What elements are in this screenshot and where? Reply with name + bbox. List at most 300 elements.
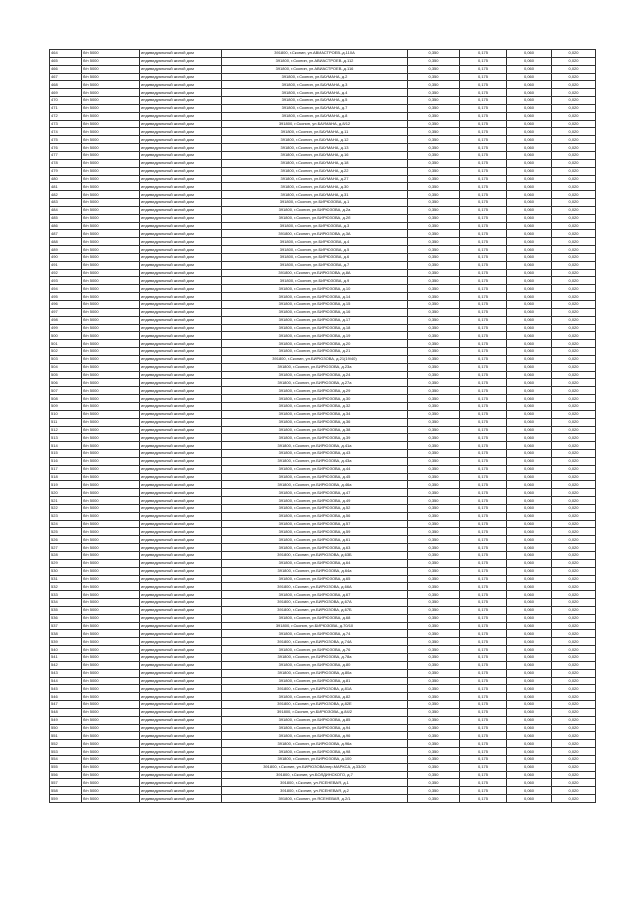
table-cell: 0,060 — [507, 128, 552, 136]
table-cell: индивидуальный жилой дом — [140, 50, 222, 58]
table-cell: 0,020 — [552, 261, 596, 269]
table-cell: 0,020 — [552, 167, 596, 175]
table-cell: 0,020 — [552, 308, 596, 316]
table-cell: индивидуальный жилой дом — [140, 779, 222, 787]
table-cell: 0,350 — [408, 348, 460, 356]
table-cell: 547 — [50, 701, 82, 709]
table-cell: 0,020 — [552, 402, 596, 410]
table-cell: 498 — [50, 316, 82, 324]
table-cell: 0,020 — [552, 779, 596, 787]
table-cell: б/н 5000 — [82, 316, 140, 324]
table-cell: 0,175 — [460, 222, 507, 230]
table-cell: 525 — [50, 528, 82, 536]
table-cell: 0,020 — [552, 340, 596, 348]
table-row — [50, 214, 596, 222]
table-cell: 0,060 — [507, 473, 552, 481]
table-cell: индивидуальный жилой дом — [140, 599, 222, 607]
table-cell: 0,175 — [460, 379, 507, 387]
table-cell: 0,020 — [552, 191, 596, 199]
table-cell: 0,175 — [460, 512, 507, 520]
table-row — [50, 355, 596, 363]
table-row — [50, 50, 596, 58]
table-cell: индивидуальный жилой дом — [140, 520, 222, 528]
table-cell: 0,175 — [460, 253, 507, 261]
table-cell: 0,175 — [460, 450, 507, 458]
table-cell: 0,060 — [507, 301, 552, 309]
table-cell: 391800, г.Скопин, ул.БИРЮЗОВА, д.96 — [222, 732, 408, 740]
table-cell: индивидуальный жилой дом — [140, 214, 222, 222]
table-cell: 0,175 — [460, 167, 507, 175]
table-cell: 391800, г.Скопин, ул.БИРЮЗОВА, д.82 — [222, 693, 408, 701]
table-cell: 0,175 — [460, 465, 507, 473]
table-cell: индивидуальный жилой дом — [140, 708, 222, 716]
table-cell: 0,060 — [507, 693, 552, 701]
table-cell: 0,060 — [507, 520, 552, 528]
table-cell: 0,060 — [507, 669, 552, 677]
table-cell: 0,350 — [408, 473, 460, 481]
table-cell: индивидуальный жилой дом — [140, 301, 222, 309]
table-row — [50, 371, 596, 379]
table-cell: б/н 5000 — [82, 136, 140, 144]
table-cell: б/н 5000 — [82, 512, 140, 520]
table-cell: 469 — [50, 89, 82, 97]
table-cell: б/н 5000 — [82, 544, 140, 552]
table-cell: 500 — [50, 332, 82, 340]
table-cell: индивидуальный жилой дом — [140, 261, 222, 269]
table-row — [50, 450, 596, 458]
table-row — [50, 755, 596, 763]
table-cell: 0,175 — [460, 740, 507, 748]
table-cell: 0,020 — [552, 481, 596, 489]
table-cell: 0,060 — [507, 559, 552, 567]
table-cell: б/н 5000 — [82, 159, 140, 167]
table-cell: 0,175 — [460, 520, 507, 528]
table-cell: 0,175 — [460, 599, 507, 607]
table-cell: б/н 5000 — [82, 112, 140, 120]
table-cell: индивидуальный жилой дом — [140, 324, 222, 332]
table-cell: 391800, г.Скопин, ул.БИРЮЗОВА, д.59 — [222, 528, 408, 536]
table-cell: 0,350 — [408, 332, 460, 340]
table-cell: 0,175 — [460, 246, 507, 254]
table-cell: индивидуальный жилой дом — [140, 489, 222, 497]
table-cell: б/н 5000 — [82, 787, 140, 795]
table-row — [50, 653, 596, 661]
table-cell: 0,350 — [408, 387, 460, 395]
table-cell: 0,020 — [552, 489, 596, 497]
table-cell: 499 — [50, 324, 82, 332]
table-cell: б/н 5000 — [82, 740, 140, 748]
table-cell: 0,175 — [460, 787, 507, 795]
table-cell: 0,350 — [408, 159, 460, 167]
table-cell: 0,020 — [552, 755, 596, 763]
table-row — [50, 685, 596, 693]
table-cell: индивидуальный жилой дом — [140, 795, 222, 803]
table-cell: 391800, г.Скопин, ул.БАУМАНА, д.3 — [222, 81, 408, 89]
table-cell: 391800, г.Скопин, ул.БИРЮЗОВА, д.39 — [222, 434, 408, 442]
table-cell: 0,175 — [460, 473, 507, 481]
table-cell: 475 — [50, 136, 82, 144]
table-cell: 529 — [50, 559, 82, 567]
table-cell: б/н 5000 — [82, 599, 140, 607]
table-cell: 0,175 — [460, 230, 507, 238]
table-row — [50, 630, 596, 638]
table-cell: индивидуальный жилой дом — [140, 442, 222, 450]
table-cell: 0,020 — [552, 222, 596, 230]
table-cell: 0,060 — [507, 716, 552, 724]
table-cell: 0,175 — [460, 732, 507, 740]
table-cell: индивидуальный жилой дом — [140, 473, 222, 481]
table-cell: 466 — [50, 65, 82, 73]
table-cell: 0,020 — [552, 316, 596, 324]
table-cell: б/н 5000 — [82, 795, 140, 803]
table-cell: 472 — [50, 112, 82, 120]
table-cell: индивидуальный жилой дом — [140, 638, 222, 646]
table-cell: 518 — [50, 473, 82, 481]
table-row — [50, 708, 596, 716]
table-cell: 0,060 — [507, 418, 552, 426]
table-cell: 491 — [50, 261, 82, 269]
table-cell: 0,020 — [552, 552, 596, 560]
table-cell: 527 — [50, 544, 82, 552]
table-cell: б/н 5000 — [82, 677, 140, 685]
table-cell: 0,020 — [552, 426, 596, 434]
table-cell: 0,020 — [552, 646, 596, 654]
table-cell: 391800, г.Скопин, ул.БИРЮЗОВА, д.21 — [222, 348, 408, 356]
table-cell: 0,020 — [552, 151, 596, 159]
table-cell: 0,060 — [507, 779, 552, 787]
table-row — [50, 183, 596, 191]
document-page — [49, 49, 595, 803]
table-cell: б/н 5000 — [82, 308, 140, 316]
table-cell: 0,175 — [460, 136, 507, 144]
table-cell: индивидуальный жилой дом — [140, 732, 222, 740]
table-row — [50, 410, 596, 418]
table-cell: 0,350 — [408, 128, 460, 136]
table-cell: 0,175 — [460, 402, 507, 410]
table-cell: индивидуальный жилой дом — [140, 81, 222, 89]
table-cell: индивидуальный жилой дом — [140, 685, 222, 693]
table-cell: 0,020 — [552, 253, 596, 261]
table-cell: 0,020 — [552, 238, 596, 246]
table-cell: 0,020 — [552, 544, 596, 552]
table-cell: б/н 5000 — [82, 418, 140, 426]
table-cell: 476 — [50, 144, 82, 152]
table-cell: 0,020 — [552, 732, 596, 740]
table-row — [50, 748, 596, 756]
table-cell: 0,175 — [460, 277, 507, 285]
table-cell: 391800, г.Скопин, ул.БИРЮЗОВА, д.81 — [222, 677, 408, 685]
table-cell: 0,060 — [507, 50, 552, 58]
table-cell: 0,060 — [507, 89, 552, 97]
table-cell: 0,350 — [408, 277, 460, 285]
table-row — [50, 434, 596, 442]
table-cell: 526 — [50, 536, 82, 544]
table-cell: 391800, г.Скопин, ул.БИРЮЗОВА, д.29 — [222, 387, 408, 395]
table-cell: б/н 5000 — [82, 340, 140, 348]
table-cell: 546 — [50, 693, 82, 701]
table-cell: 0,350 — [408, 442, 460, 450]
table-cell: индивидуальный жилой дом — [140, 465, 222, 473]
table-cell: 0,175 — [460, 293, 507, 301]
table-cell: б/н 5000 — [82, 559, 140, 567]
table-cell: 542 — [50, 661, 82, 669]
table-row — [50, 701, 596, 709]
table-cell: б/н 5000 — [82, 214, 140, 222]
table-cell: 0,060 — [507, 434, 552, 442]
table-cell: 0,060 — [507, 191, 552, 199]
table-cell: 0,350 — [408, 465, 460, 473]
table-cell: индивидуальный жилой дом — [140, 748, 222, 756]
table-cell: 0,020 — [552, 450, 596, 458]
table-cell: 0,060 — [507, 536, 552, 544]
table-cell: 0,175 — [460, 622, 507, 630]
table-cell: б/н 5000 — [82, 504, 140, 512]
table-cell: 0,350 — [408, 151, 460, 159]
table-cell: 0,060 — [507, 355, 552, 363]
table-cell: 0,350 — [408, 238, 460, 246]
table-cell: 0,060 — [507, 630, 552, 638]
table-cell: 391800, г.Скопин, ул.БАУМАНА, д.30 — [222, 183, 408, 191]
table-cell: 391800, г.Скопин, ул.БИРЮЗОВА, д.34 — [222, 410, 408, 418]
table-cell: 0,175 — [460, 653, 507, 661]
table-cell: 481 — [50, 183, 82, 191]
table-cell: 0,060 — [507, 73, 552, 81]
table-cell: 0,020 — [552, 677, 596, 685]
table-cell: 391800, г.Скопин, ул.БАУМАНА, д.11 — [222, 128, 408, 136]
table-cell: 0,020 — [552, 536, 596, 544]
table-cell: 0,060 — [507, 653, 552, 661]
table-cell: 0,060 — [507, 238, 552, 246]
table-row — [50, 544, 596, 552]
table-cell: 0,060 — [507, 497, 552, 505]
table-cell: индивидуальный жилой дом — [140, 771, 222, 779]
table-row — [50, 395, 596, 403]
table-cell: 0,060 — [507, 552, 552, 560]
table-cell: 0,350 — [408, 497, 460, 505]
table-cell: 0,060 — [507, 230, 552, 238]
table-cell: 508 — [50, 395, 82, 403]
table-cell: 0,175 — [460, 363, 507, 371]
table-cell: 391800, г.Скопин, ул.БИРЮЗОВА, д.2б — [222, 214, 408, 222]
table-cell: б/н 5000 — [82, 426, 140, 434]
table-cell: 0,060 — [507, 504, 552, 512]
table-cell: 391800, г.Скопин, ул.БИРЮЗОВА/пер.МАРКСА, д.33/20 — [222, 763, 408, 771]
table-cell: 0,350 — [408, 763, 460, 771]
table-cell: б/н 5000 — [82, 410, 140, 418]
table-cell: 391800, г.Скопин, ул.БИРЮЗОВА, д.78а — [222, 653, 408, 661]
table-cell: б/н 5000 — [82, 583, 140, 591]
table-cell: б/н 5000 — [82, 473, 140, 481]
table-cell: 0,175 — [460, 575, 507, 583]
table-cell: 0,175 — [460, 693, 507, 701]
table-cell: 0,060 — [507, 57, 552, 65]
table-cell: б/н 5000 — [82, 716, 140, 724]
table-cell: 391800, г.Скопин, ул.БИРЮЗОВА, д.96а — [222, 740, 408, 748]
table-row — [50, 363, 596, 371]
table-cell: 391800, г.Скопин, ул.БИРЮЗОВА, д.3 — [222, 222, 408, 230]
table-cell: б/н 5000 — [82, 144, 140, 152]
table-cell: индивидуальный жилой дом — [140, 89, 222, 97]
table-cell: б/н 5000 — [82, 442, 140, 450]
table-cell: 506 — [50, 379, 82, 387]
table-row — [50, 65, 596, 73]
table-cell: 0,020 — [552, 716, 596, 724]
table-cell: 391800, г.Скопин, ул.БИРЮЗОВА, д.66А — [222, 583, 408, 591]
table-row — [50, 120, 596, 128]
table-cell: индивидуальный жилой дом — [140, 646, 222, 654]
table-cell: 391800, г.Скопин, ул.БИРЮЗОВА, д.24 — [222, 371, 408, 379]
table-cell: индивидуальный жилой дом — [140, 387, 222, 395]
table-cell: 0,020 — [552, 301, 596, 309]
table-cell: 0,350 — [408, 104, 460, 112]
table-cell: 0,060 — [507, 379, 552, 387]
table-cell: 0,175 — [460, 457, 507, 465]
table-cell: б/н 5000 — [82, 567, 140, 575]
table-cell: 0,350 — [408, 661, 460, 669]
table-cell: 551 — [50, 732, 82, 740]
table-cell: 391800, г.Скопин, ул.БИРЮЗОВА, д.81А — [222, 685, 408, 693]
table-cell: индивидуальный жилой дом — [140, 379, 222, 387]
table-cell: 0,020 — [552, 630, 596, 638]
table-cell: 391800, г.Скопин, ул.БИРЮЗОВА, д.56 — [222, 512, 408, 520]
table-cell: 0,175 — [460, 606, 507, 614]
table-row — [50, 128, 596, 136]
table-cell: 391800, г.Скопин, ул.АВИАСТРОЕВ.,д.116 — [222, 65, 408, 73]
table-cell: индивидуальный жилой дом — [140, 716, 222, 724]
table-row — [50, 324, 596, 332]
table-cell: б/н 5000 — [82, 120, 140, 128]
table-cell: 511 — [50, 418, 82, 426]
table-row — [50, 693, 596, 701]
table-cell: 391800, г.Скопин, ул.БИРЮЗОВА, д.17 — [222, 316, 408, 324]
table-cell: 559 — [50, 795, 82, 803]
table-cell: 509 — [50, 402, 82, 410]
table-cell: 391800, г.Скопин, ул.БИРЮЗОВА, д.80а — [222, 669, 408, 677]
table-cell: б/н 5000 — [82, 50, 140, 58]
table-cell: 0,060 — [507, 708, 552, 716]
table-cell: 0,060 — [507, 544, 552, 552]
table-cell: индивидуальный жилой дом — [140, 622, 222, 630]
table-cell: б/н 5000 — [82, 57, 140, 65]
table-cell: 528 — [50, 552, 82, 560]
table-cell: 0,350 — [408, 418, 460, 426]
table-cell: 534 — [50, 599, 82, 607]
table-cell: 537 — [50, 622, 82, 630]
table-cell: б/н 5000 — [82, 520, 140, 528]
table-cell: 391800, г.Скопин, ул.БИРЮЗОВА, д.23а — [222, 363, 408, 371]
table-cell: 0,350 — [408, 716, 460, 724]
table-cell: 391800, г.Скопин, ул.БИРЮЗОВА, д.36 — [222, 418, 408, 426]
table-cell: 535 — [50, 606, 82, 614]
table-cell: 391800, г.Скопин, ул.БИРЮЗОВА, д.18 — [222, 324, 408, 332]
table-cell: 541 — [50, 653, 82, 661]
table-cell: индивидуальный жилой дом — [140, 285, 222, 293]
table-cell: 0,175 — [460, 434, 507, 442]
table-cell: 391800, г.Скопин, ул.БИРЮЗОВА, д.94 — [222, 724, 408, 732]
table-row — [50, 489, 596, 497]
table-row — [50, 473, 596, 481]
table-cell: 0,060 — [507, 277, 552, 285]
table-cell: 391800, г.Скопин, ул.БАУМАНА, д.31 — [222, 191, 408, 199]
table-row — [50, 206, 596, 214]
table-cell: 0,350 — [408, 81, 460, 89]
table-row — [50, 230, 596, 238]
table-cell: 512 — [50, 426, 82, 434]
table-cell: 0,350 — [408, 677, 460, 685]
table-row — [50, 614, 596, 622]
table-cell: индивидуальный жилой дом — [140, 434, 222, 442]
table-cell: 0,020 — [552, 473, 596, 481]
table-cell: 0,350 — [408, 489, 460, 497]
table-cell: 0,350 — [408, 653, 460, 661]
table-cell: 391800, г.Скопин, ул.ЯСЕНЕВАЯ, д.2 — [222, 787, 408, 795]
table-row — [50, 308, 596, 316]
table-cell: 504 — [50, 363, 82, 371]
table-cell: 391800, г.Скопин, ул.БИРЮЗОВА, д.43 — [222, 450, 408, 458]
table-cell: 0,020 — [552, 442, 596, 450]
table-row — [50, 199, 596, 207]
table-cell: б/н 5000 — [82, 465, 140, 473]
table-cell: 391800, г.Скопин, ул.БИРЮЗОВА, д.5 — [222, 246, 408, 254]
table-cell: 0,175 — [460, 426, 507, 434]
table-cell: 494 — [50, 285, 82, 293]
table-cell: 0,020 — [552, 701, 596, 709]
table-cell: 0,175 — [460, 238, 507, 246]
table-cell: 0,020 — [552, 559, 596, 567]
table-row — [50, 97, 596, 105]
table-cell: 0,350 — [408, 583, 460, 591]
table-cell: 391800, г.Скопин, ул.БИРЮЗОВА, д.74А — [222, 638, 408, 646]
table-cell: 0,350 — [408, 410, 460, 418]
table-cell: 0,020 — [552, 89, 596, 97]
table-cell: 0,175 — [460, 755, 507, 763]
table-cell: 0,020 — [552, 520, 596, 528]
table-cell: индивидуальный жилой дом — [140, 167, 222, 175]
table-cell: индивидуальный жилой дом — [140, 402, 222, 410]
table-cell: 0,020 — [552, 724, 596, 732]
table-row — [50, 520, 596, 528]
table-cell: 0,020 — [552, 293, 596, 301]
table-cell: б/н 5000 — [82, 324, 140, 332]
table-cell: 531 — [50, 575, 82, 583]
table-cell: индивидуальный жилой дом — [140, 97, 222, 105]
table-cell: 0,020 — [552, 206, 596, 214]
table-cell: б/н 5000 — [82, 73, 140, 81]
table-cell: индивидуальный жилой дом — [140, 755, 222, 763]
table-cell: 391800, г.Скопин, ул.БИРЮЗОВА, д.21(19/40) — [222, 355, 408, 363]
table-cell: 0,020 — [552, 97, 596, 105]
table-cell: 391800, г.Скопин, ул.БАУМАНА, д.13 — [222, 144, 408, 152]
table-cell: индивидуальный жилой дом — [140, 144, 222, 152]
table-row — [50, 81, 596, 89]
table-cell: индивидуальный жилой дом — [140, 128, 222, 136]
table-cell: 0,020 — [552, 708, 596, 716]
table-cell: б/н 5000 — [82, 402, 140, 410]
table-cell: 391800, г.Скопин, ул.БИРЮЗОВА, д.49 — [222, 497, 408, 505]
table-cell: 0,350 — [408, 481, 460, 489]
table-cell: 0,175 — [460, 646, 507, 654]
table-cell: 0,060 — [507, 199, 552, 207]
table-cell: 0,020 — [552, 348, 596, 356]
table-cell: индивидуальный жилой дом — [140, 575, 222, 583]
table-cell: б/н 5000 — [82, 230, 140, 238]
table-row — [50, 771, 596, 779]
table-cell: 0,175 — [460, 685, 507, 693]
table-cell: 0,060 — [507, 104, 552, 112]
table-cell: б/н 5000 — [82, 65, 140, 73]
table-cell: индивидуальный жилой дом — [140, 73, 222, 81]
table-cell: 0,060 — [507, 583, 552, 591]
